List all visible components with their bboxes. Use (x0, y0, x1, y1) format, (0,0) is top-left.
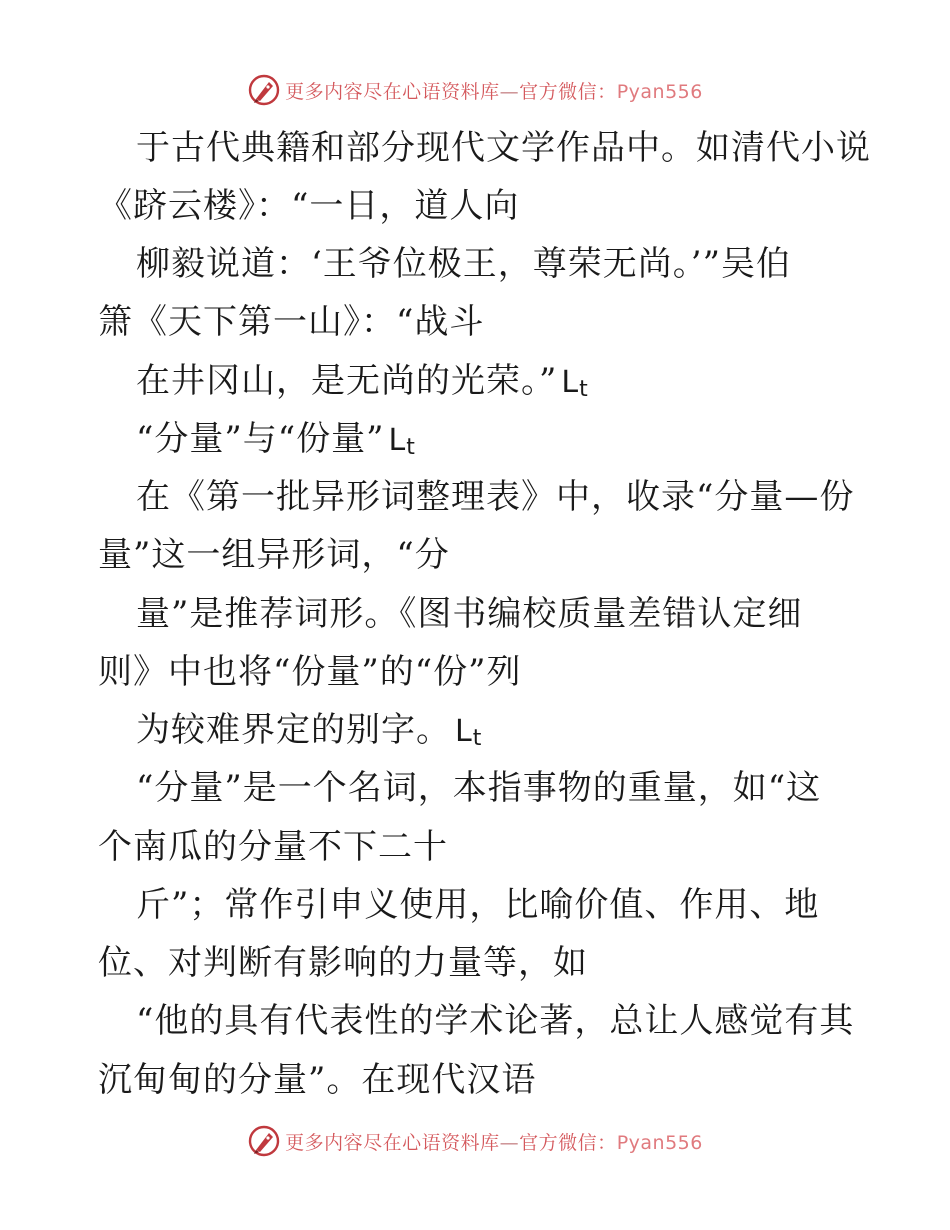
pen-nib-logo-icon (247, 1124, 281, 1158)
text-line-6-content: “分量”与“份量” (136, 419, 385, 459)
text-line-15 (98, 943, 588, 983)
header-banner-label: 官方微信： (519, 80, 617, 103)
text-line-8-content: 量”这一组异形词，“分 (98, 535, 450, 575)
text-line-11 (136, 710, 482, 755)
text-line-16-content: “他的具有代表性的学术论著，总让人感觉有其 (136, 1001, 855, 1041)
text-line-17-content: 沉甸甸的分量”。在现代汉语 (98, 1060, 537, 1100)
line-break-mark (455, 712, 482, 755)
footer-banner-label: 官方微信： (519, 1131, 617, 1154)
line-break-mark-sub: t (579, 377, 589, 402)
text-line-2 (98, 186, 519, 226)
text-line-1-content: 于古代典籍和部分现代文学作品中。如清代小说 (136, 128, 871, 168)
text-line-10-content: 则》中也将“份量”的“份”列 (98, 652, 522, 692)
line-break-mark-sub: t (472, 726, 483, 751)
text-line-11-content: 为较难界定的别字。 (136, 710, 451, 750)
line-break-mark (389, 421, 416, 464)
text-line-3 (136, 244, 791, 284)
line-break-mark (561, 363, 588, 406)
text-line-6 (136, 419, 416, 464)
header-banner-sep: — (499, 80, 520, 103)
header-banner-id: Pyan556 (616, 80, 703, 103)
text-line-7 (136, 477, 854, 517)
text-line-4-content: 箫《天下第一山》：“战斗 (98, 302, 485, 342)
text-line-12-content: “分量”是一个名词，本指事物的重量，如“这 (136, 768, 822, 808)
line-break-mark-main: L (388, 423, 407, 458)
text-line-16 (136, 1001, 854, 1041)
footer-banner-text (285, 1128, 703, 1155)
text-line-8 (98, 535, 450, 575)
text-line-5 (136, 361, 589, 406)
footer-banner-main: 更多内容尽在心语资料库 (285, 1131, 500, 1154)
text-line-1 (136, 128, 871, 168)
text-line-9 (136, 594, 802, 634)
line-break-mark-main: L (455, 714, 473, 749)
footer-banner (0, 1121, 950, 1161)
footer-banner-id: Pyan556 (616, 1131, 703, 1154)
text-line-9-content: 量”是推荐词形。《图书编校质量差错认定细 (136, 594, 803, 634)
text-line-12 (136, 768, 821, 808)
text-line-14-content: 斤”；常作引申义使用，比喻价值、作用、地 (136, 885, 820, 925)
text-line-15-content: 位、对判断有影响的力量等，如 (98, 943, 588, 983)
text-line-4 (98, 302, 484, 342)
text-line-3-content: 柳毅说道：‘王爷位极王，尊荣无尚。’”吴伯 (136, 244, 791, 284)
header-banner-main: 更多内容尽在心语资料库 (285, 80, 500, 103)
text-line-7-content: 在《第一批异形词整理表》中，收录“分量—份 (136, 477, 855, 517)
line-break-mark-main: L (561, 365, 580, 400)
footer-banner-inner (247, 1124, 703, 1158)
text-line-13 (98, 827, 448, 867)
text-line-10 (98, 652, 522, 692)
line-break-mark-sub: t (406, 435, 416, 460)
footer-banner-sep: — (499, 1131, 520, 1154)
text-line-13-content: 个南瓜的分量不下二十 (98, 827, 448, 867)
text-line-2-content: 《跻云楼》：“一日，道人向 (98, 186, 520, 226)
text-line-5-content: 在井冈山，是无尚的光荣。” (136, 361, 558, 401)
text-line-17 (98, 1060, 536, 1100)
text-line-14 (136, 885, 819, 925)
